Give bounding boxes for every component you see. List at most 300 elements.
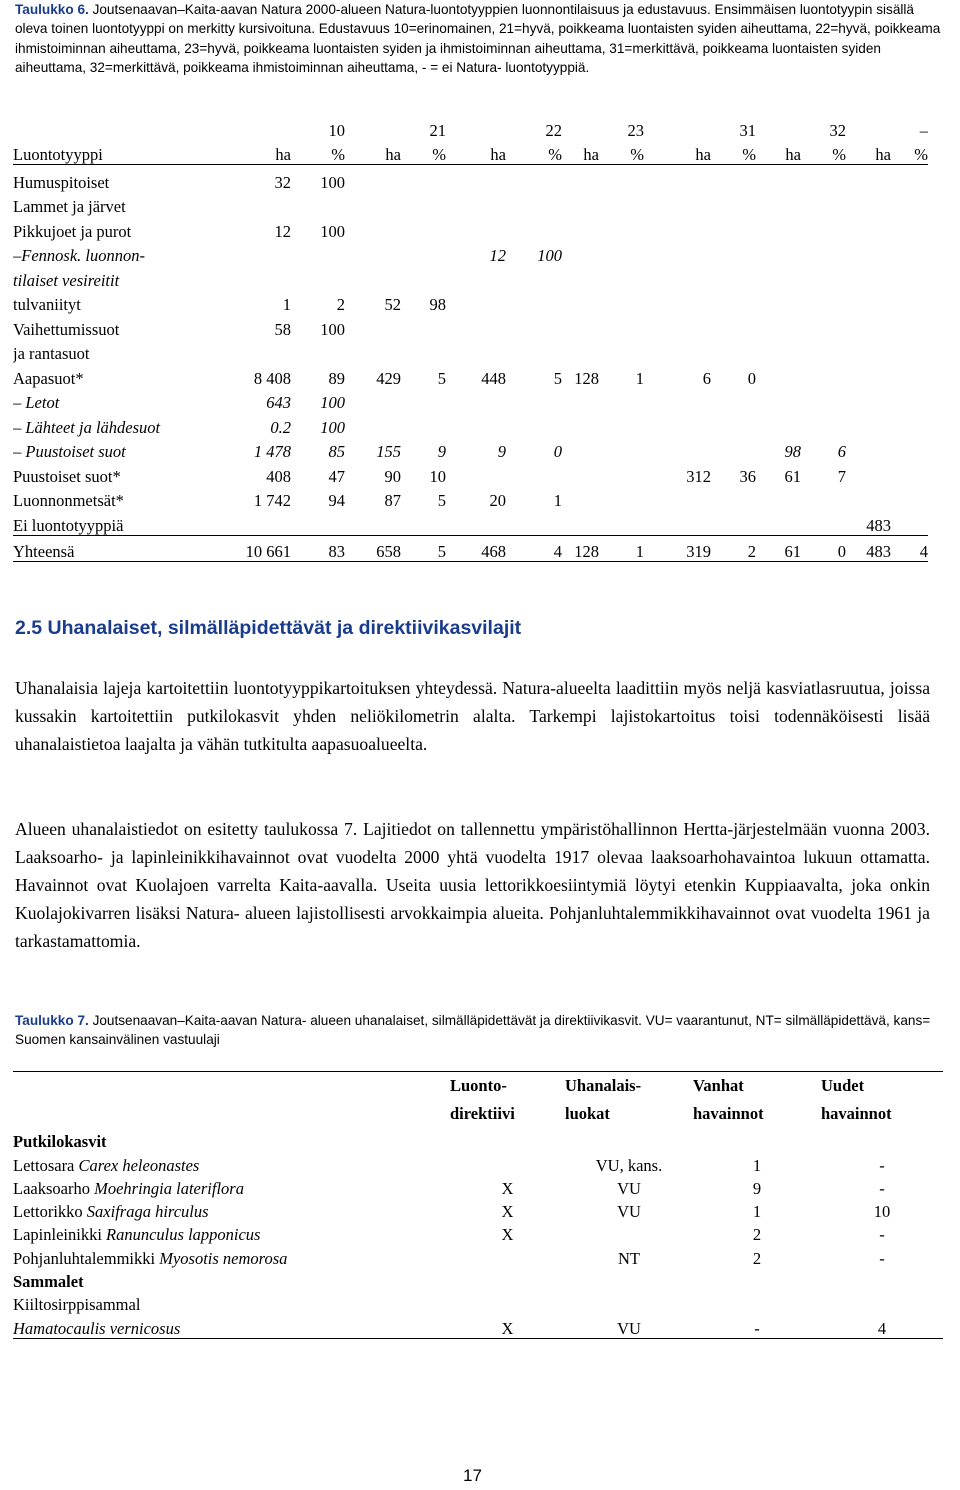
table-cell bbox=[846, 290, 891, 315]
table-cell: 658 bbox=[345, 535, 401, 561]
threat-class-cell: VU bbox=[617, 1202, 641, 1222]
table-cell bbox=[711, 290, 756, 315]
table-cell bbox=[599, 216, 644, 241]
table-row bbox=[13, 290, 928, 315]
new-obs-cell: - bbox=[879, 1225, 885, 1245]
total-row bbox=[13, 535, 928, 561]
header-new-obs: havainnot bbox=[821, 1104, 892, 1123]
naturalness-table bbox=[13, 120, 928, 562]
table7-caption-text: Joutsenaavan–Kaita-aavan Natura- alueen uhanalaiset, silmälläpidettävät ja direktiivikasvit. VU= vaarantunut, NT= silmälläpidettävä, kans= Suomen kansainvälinen vastuulaji bbox=[15, 1013, 931, 1048]
species-name bbox=[13, 1151, 450, 1174]
table-cell bbox=[506, 412, 562, 437]
table-cell bbox=[446, 412, 506, 437]
table-cell bbox=[801, 314, 846, 339]
table-cell bbox=[291, 339, 345, 364]
species-row bbox=[13, 1198, 943, 1221]
habitat-name: Humuspitoiset bbox=[13, 172, 110, 192]
table-cell bbox=[345, 216, 401, 241]
table-cell bbox=[562, 388, 599, 413]
group-header-32: 32 bbox=[829, 121, 846, 140]
table-cell bbox=[801, 486, 846, 511]
species-row bbox=[13, 1175, 943, 1198]
group-header-dash: – bbox=[919, 121, 928, 140]
table-cell bbox=[599, 241, 644, 266]
table-cell: 155 bbox=[376, 442, 401, 461]
table-cell bbox=[237, 510, 291, 535]
habitat-name: tulvaniityt bbox=[13, 295, 81, 314]
header-threat-class: Uhanalais- bbox=[565, 1072, 693, 1101]
table-cell: 100 bbox=[320, 393, 345, 412]
new-obs-cell: - bbox=[879, 1248, 885, 1268]
table-cell bbox=[401, 412, 446, 437]
table-cell bbox=[756, 363, 801, 388]
directive-cell: X bbox=[501, 1225, 514, 1245]
table-cell bbox=[644, 265, 711, 290]
table-cell bbox=[891, 510, 928, 535]
species-row bbox=[13, 1244, 943, 1267]
table-cell bbox=[756, 510, 801, 535]
table-cell bbox=[506, 265, 562, 290]
threat-class-cell: NT bbox=[618, 1248, 640, 1268]
finnish-name: Lettosara bbox=[13, 1155, 75, 1175]
table-cell: 0 bbox=[801, 535, 846, 561]
table-cell: 10 bbox=[429, 466, 446, 486]
table-cell bbox=[599, 437, 644, 462]
table6-caption bbox=[15, 0, 950, 77]
table-cell bbox=[644, 388, 711, 413]
table-row bbox=[13, 412, 928, 437]
table-cell: 47 bbox=[328, 466, 345, 486]
species-name bbox=[13, 1175, 450, 1198]
table-row bbox=[13, 510, 928, 535]
species-row bbox=[13, 1151, 943, 1174]
table-cell bbox=[345, 314, 401, 339]
table-cell bbox=[562, 412, 599, 437]
table-cell bbox=[599, 388, 644, 413]
table-cell: 58 bbox=[274, 319, 291, 339]
table-row bbox=[13, 461, 928, 486]
habitat-name: – Puustoiset suot bbox=[13, 442, 126, 461]
table-cell bbox=[756, 486, 801, 511]
table-cell bbox=[345, 339, 401, 364]
table-cell bbox=[345, 165, 401, 192]
finnish-name: Kiiltosirppisammal bbox=[13, 1295, 141, 1315]
table-cell bbox=[237, 241, 291, 266]
table-cell bbox=[711, 265, 756, 290]
habitat-name: Luonnonmetsät* bbox=[13, 491, 124, 510]
habitat-name: Vaihettumissuot bbox=[13, 319, 120, 339]
table-cell: 32 bbox=[274, 172, 291, 192]
col-header: % bbox=[506, 140, 562, 165]
scientific-name: Hamatocaulis vernicosus bbox=[13, 1314, 450, 1338]
col-header: % bbox=[711, 140, 756, 165]
table-cell bbox=[599, 461, 644, 486]
table-cell bbox=[562, 216, 599, 241]
finnish-name: Laaksoarho bbox=[13, 1178, 90, 1198]
table-cell: 9 bbox=[497, 442, 506, 461]
table-row bbox=[13, 339, 928, 364]
table-cell: 1 bbox=[635, 368, 644, 388]
table-row bbox=[13, 165, 928, 192]
table-cell bbox=[506, 216, 562, 241]
table-cell bbox=[846, 486, 891, 511]
table-cell bbox=[891, 461, 928, 486]
table-row bbox=[13, 363, 928, 388]
group-label: Putkilokasvit bbox=[13, 1132, 107, 1152]
group-header-23: 23 bbox=[627, 121, 644, 140]
table6-body bbox=[13, 165, 928, 562]
table-cell bbox=[846, 192, 891, 217]
habitat-name: – Lähteet ja lähdesuot bbox=[13, 417, 161, 437]
habitat-name: Aapasuot* bbox=[13, 368, 84, 388]
col-header: % bbox=[599, 140, 644, 165]
threatened-species-table bbox=[13, 1071, 943, 1339]
old-obs-cell: 2 bbox=[752, 1225, 762, 1245]
table-row bbox=[13, 486, 928, 511]
table-cell: 90 bbox=[384, 466, 401, 486]
group-label: Sammalet bbox=[13, 1272, 84, 1292]
directive-cell: X bbox=[450, 1314, 565, 1338]
col-header: % bbox=[801, 140, 846, 165]
table-cell bbox=[846, 241, 891, 266]
table-cell bbox=[345, 510, 401, 535]
table-cell: 12 bbox=[274, 221, 291, 241]
table-cell: 1 742 bbox=[253, 491, 291, 510]
scientific-name: Carex heleonastes bbox=[78, 1155, 200, 1175]
table-cell: 312 bbox=[686, 466, 711, 486]
header-directive: direktiivi bbox=[450, 1104, 515, 1123]
table-cell bbox=[446, 339, 506, 364]
table-cell bbox=[291, 510, 345, 535]
habitat-name: Puustoiset suot* bbox=[13, 466, 121, 486]
table-cell bbox=[237, 339, 291, 364]
table-cell bbox=[801, 412, 846, 437]
table-cell bbox=[756, 339, 801, 364]
directive-cell bbox=[450, 1151, 565, 1174]
table-cell bbox=[644, 192, 711, 217]
table-cell bbox=[756, 165, 801, 192]
table-cell: 319 bbox=[644, 535, 711, 561]
table-cell bbox=[846, 216, 891, 241]
table-row bbox=[13, 314, 928, 339]
table-row bbox=[13, 192, 928, 217]
table-cell bbox=[891, 314, 928, 339]
table-cell: 6 bbox=[702, 368, 711, 388]
table-cell: 0.2 bbox=[270, 417, 291, 437]
table-cell bbox=[599, 265, 644, 290]
table-cell: 5 bbox=[553, 368, 562, 388]
table-cell bbox=[599, 339, 644, 364]
directive-cell bbox=[450, 1244, 565, 1267]
table-cell bbox=[506, 165, 562, 192]
table-cell bbox=[237, 265, 291, 290]
table7-header-row bbox=[13, 1100, 943, 1128]
col-header: ha bbox=[644, 140, 711, 165]
table-cell: 100 bbox=[320, 221, 345, 241]
group-row bbox=[13, 1268, 943, 1291]
table-cell bbox=[891, 412, 928, 437]
table-cell: 128 bbox=[562, 535, 599, 561]
table-cell bbox=[846, 461, 891, 486]
table-cell bbox=[891, 363, 928, 388]
table-cell bbox=[599, 290, 644, 315]
table-cell: 6 bbox=[837, 442, 846, 461]
table-cell bbox=[506, 314, 562, 339]
table-cell bbox=[756, 216, 801, 241]
table-cell bbox=[801, 192, 846, 217]
header-new-obs: Uudet bbox=[821, 1072, 943, 1101]
table-cell: 5 bbox=[401, 535, 446, 561]
old-obs-cell: 9 bbox=[752, 1178, 762, 1198]
table-cell bbox=[711, 437, 756, 462]
page-number: 17 bbox=[463, 1466, 482, 1485]
table7-body bbox=[13, 1128, 943, 1338]
table-cell: 429 bbox=[376, 368, 401, 388]
col-header: ha bbox=[562, 140, 599, 165]
table7-caption-label: Taulukko 7. bbox=[15, 1013, 89, 1028]
table-cell bbox=[801, 241, 846, 266]
table-cell: 94 bbox=[328, 491, 345, 510]
section-paragraph-2: Alueen uhanalaistiedot on esitetty taulukossa 7. Lajitiedot on tallennettu ympäristöhallinnon Hertta-järjestelmään vuonna 2003. Laaksoarho- ja lapinleinikkihavainnot ovat vuodelta 2000 yhtä vuodelta 1917 olevaa laaksoarhohavaintoa lukuun ottamatta. Havainnot ovat Kuolajoen varrelta Kaita-aavalla. Useita uusia lettorikkoesiintymiä löytyi etenkin Kuppiaavalta, joka onkin Kuolajokivarren lisäksi Natura- alueen lajistollisesti arvokkaimpia alueita. Pohjanluhtalemmikkihavainnot ovat vuodelta 1961 ja tarkastamattomia. bbox=[15, 819, 930, 951]
header-old-obs: Vanhat bbox=[693, 1072, 821, 1101]
table-cell bbox=[756, 241, 801, 266]
table-cell: 20 bbox=[489, 491, 506, 510]
table-cell: 1 478 bbox=[253, 442, 291, 461]
table-cell: 87 bbox=[384, 491, 401, 510]
table-cell: 2 bbox=[336, 295, 345, 314]
table-cell bbox=[891, 165, 928, 192]
table-cell: 1 bbox=[553, 491, 562, 510]
col-header: % bbox=[401, 140, 446, 165]
table-cell bbox=[644, 290, 711, 315]
table-cell bbox=[562, 510, 599, 535]
table-cell bbox=[644, 437, 711, 462]
col-header: ha bbox=[446, 140, 506, 165]
table-cell bbox=[401, 216, 446, 241]
section-paragraph-1: Uhanalaisia lajeja kartoitettiin luontotyyppikartoituksen yhteydessä. Natura-alueelta laadittiin myös neljä kasviatlasruutua, joissa kussakin kartoitettiin putkilokasvit yhden neliökilometrin alalta. Tarkempi lajistokartoitus toisi todennäköisesti lisää uhanalaistietoa laajalta ja vähän tutkitulta aapasuoalueelta. bbox=[15, 678, 930, 754]
header-directive: Luonto- bbox=[450, 1072, 565, 1101]
table-cell bbox=[446, 265, 506, 290]
col-header: Luontotyyppi bbox=[13, 140, 237, 165]
table-cell bbox=[644, 412, 711, 437]
table-cell: 98 bbox=[784, 442, 801, 461]
species-row bbox=[13, 1291, 943, 1314]
new-obs-cell: - bbox=[879, 1155, 885, 1175]
table-cell bbox=[756, 290, 801, 315]
habitat-name: ja rantasuot bbox=[13, 344, 90, 363]
table-cell bbox=[711, 412, 756, 437]
old-obs-cell: 1 bbox=[752, 1202, 762, 1222]
table6-caption-text: Joutsenaavan–Kaita-aavan Natura 2000-alueen Natura-luontotyyppien luonnontilaisuus ja edustavuus. Ensimmäisen luontotyypin sisällä oleva toinen luontotyyppi on merkitty kursivoituna. Edustavuus 10=erinomainen, 21=hyvä, poikkeama luontaisten syiden aiheuttama, 22=hyvä, poikkeama ihmistoiminnan aiheuttama, 23=hyvä, poikkeama luontaisten syiden ja ihmistoiminnan aiheuttama, 31=merkittävä, poikkeama luontaisten syiden aiheuttama, 32=merkittävä, poikkeama ihmistoiminnan aiheuttama, - = ei Natura- luontotyyppiä. bbox=[15, 2, 941, 75]
table-cell bbox=[446, 461, 506, 486]
scientific-name: Moehringia lateriflora bbox=[94, 1178, 244, 1198]
table-cell bbox=[506, 388, 562, 413]
table-cell bbox=[401, 192, 446, 217]
table-cell bbox=[801, 339, 846, 364]
table-cell: 643 bbox=[266, 393, 291, 412]
table-cell: 61 bbox=[784, 466, 801, 486]
table-cell bbox=[562, 192, 599, 217]
table-cell bbox=[562, 290, 599, 315]
table-cell bbox=[446, 510, 506, 535]
table-cell bbox=[891, 265, 928, 290]
finnish-name: Pohjanluhtalemmikki bbox=[13, 1248, 156, 1268]
table-row bbox=[13, 265, 928, 290]
table-cell: 408 bbox=[266, 466, 291, 486]
table-cell bbox=[506, 510, 562, 535]
table6-column-header-row bbox=[13, 140, 928, 165]
table-cell bbox=[801, 216, 846, 241]
table-cell bbox=[562, 339, 599, 364]
table-cell bbox=[401, 265, 446, 290]
scientific-name: Myosotis nemorosa bbox=[159, 1248, 288, 1268]
table-cell bbox=[801, 388, 846, 413]
table-cell bbox=[756, 192, 801, 217]
table-cell bbox=[644, 165, 711, 192]
table-cell bbox=[711, 216, 756, 241]
col-header: ha bbox=[237, 140, 291, 165]
table-cell bbox=[562, 265, 599, 290]
table-cell bbox=[756, 412, 801, 437]
habitat-name: – Letot bbox=[13, 393, 60, 412]
table-cell bbox=[644, 486, 711, 511]
table-cell bbox=[446, 290, 506, 315]
table-cell bbox=[446, 314, 506, 339]
table-row bbox=[13, 388, 928, 413]
table-cell bbox=[599, 192, 644, 217]
scientific-name: Saxifraga hirculus bbox=[86, 1202, 209, 1222]
table-cell: 483 bbox=[866, 515, 891, 535]
table-row bbox=[13, 216, 928, 241]
table-cell bbox=[291, 192, 345, 217]
table-cell bbox=[711, 192, 756, 217]
table-cell bbox=[562, 461, 599, 486]
table7-header-row bbox=[13, 1072, 943, 1101]
table-cell: 0 bbox=[747, 368, 756, 388]
table-cell: 61 bbox=[756, 535, 801, 561]
new-obs-cell: 10 bbox=[873, 1202, 891, 1222]
table-cell bbox=[599, 486, 644, 511]
table-cell bbox=[291, 241, 345, 266]
table-cell bbox=[891, 486, 928, 511]
table-cell bbox=[401, 339, 446, 364]
header-old-obs: havainnot bbox=[693, 1104, 764, 1123]
directive-cell: X bbox=[501, 1178, 514, 1198]
col-header: ha bbox=[345, 140, 401, 165]
table-row bbox=[13, 437, 928, 462]
table-cell bbox=[801, 510, 846, 535]
table-cell bbox=[401, 165, 446, 192]
group-header-10: 10 bbox=[328, 121, 345, 140]
header-threat-class: luokat bbox=[565, 1104, 610, 1123]
table-cell: 4 bbox=[506, 535, 562, 561]
col-header: ha bbox=[756, 140, 801, 165]
table-cell bbox=[599, 412, 644, 437]
table-cell bbox=[891, 290, 928, 315]
habitat-name: Ei luontotyyppiä bbox=[13, 515, 124, 535]
group-header-21: 21 bbox=[429, 121, 446, 140]
table-cell bbox=[801, 265, 846, 290]
table-cell bbox=[291, 265, 345, 290]
table-cell: 100 bbox=[320, 319, 345, 339]
table-cell bbox=[711, 241, 756, 266]
species-name bbox=[13, 1244, 450, 1267]
table-cell bbox=[846, 363, 891, 388]
table-cell bbox=[506, 192, 562, 217]
table-cell: 1 bbox=[282, 295, 291, 314]
directive-cell: X bbox=[501, 1202, 514, 1222]
group-header-22: 22 bbox=[545, 121, 562, 140]
table-cell: 448 bbox=[481, 368, 506, 388]
species-name bbox=[13, 1221, 450, 1244]
table-cell bbox=[644, 339, 711, 364]
table6-group-header-row bbox=[13, 120, 928, 140]
finnish-name: Lettorikko bbox=[13, 1202, 83, 1222]
table-cell bbox=[345, 241, 401, 266]
col-header: % bbox=[891, 140, 928, 165]
table-cell bbox=[891, 216, 928, 241]
old-obs-cell: 1 bbox=[752, 1155, 762, 1175]
table-cell bbox=[345, 412, 401, 437]
table-cell: 468 bbox=[446, 535, 506, 561]
table-cell: 52 bbox=[384, 295, 401, 314]
species-name bbox=[13, 1198, 450, 1221]
table-cell bbox=[756, 388, 801, 413]
table-cell: 0 bbox=[553, 442, 562, 461]
threat-class-cell bbox=[565, 1221, 693, 1244]
table-cell bbox=[891, 339, 928, 364]
table-cell bbox=[846, 388, 891, 413]
habitat-name: Pikkujoet ja purot bbox=[13, 221, 132, 241]
table-cell bbox=[711, 165, 756, 192]
table-cell: 5 bbox=[437, 491, 446, 510]
table-cell bbox=[846, 165, 891, 192]
table-cell: 5 bbox=[437, 368, 446, 388]
table-cell bbox=[506, 339, 562, 364]
table-cell bbox=[711, 314, 756, 339]
group-header-31: 31 bbox=[739, 121, 756, 140]
table-cell bbox=[846, 314, 891, 339]
table-cell: 8 408 bbox=[253, 368, 291, 388]
table-cell bbox=[237, 192, 291, 217]
table-row bbox=[13, 241, 928, 266]
table-cell bbox=[401, 510, 446, 535]
table-cell bbox=[506, 461, 562, 486]
table-cell bbox=[846, 412, 891, 437]
table-cell bbox=[345, 388, 401, 413]
old-obs-cell: - bbox=[693, 1314, 821, 1338]
table-cell bbox=[599, 165, 644, 192]
table-cell bbox=[846, 437, 891, 462]
table-cell bbox=[446, 165, 506, 192]
table-cell bbox=[801, 165, 846, 192]
table-cell bbox=[891, 437, 928, 462]
threat-class-cell: VU bbox=[617, 1178, 641, 1198]
table-cell bbox=[711, 486, 756, 511]
new-obs-cell: - bbox=[879, 1178, 885, 1198]
table-cell bbox=[446, 388, 506, 413]
table-cell bbox=[599, 314, 644, 339]
table-cell bbox=[345, 192, 401, 217]
table-cell bbox=[756, 314, 801, 339]
table-cell: 4 bbox=[891, 535, 928, 561]
table-cell bbox=[345, 265, 401, 290]
table-cell: 36 bbox=[739, 466, 756, 486]
habitat-name: –Fennosk. luonnon- bbox=[13, 246, 145, 265]
table7-caption bbox=[15, 1011, 940, 1050]
table-cell bbox=[562, 241, 599, 266]
habitat-name: Lammet ja järvet bbox=[13, 197, 126, 216]
